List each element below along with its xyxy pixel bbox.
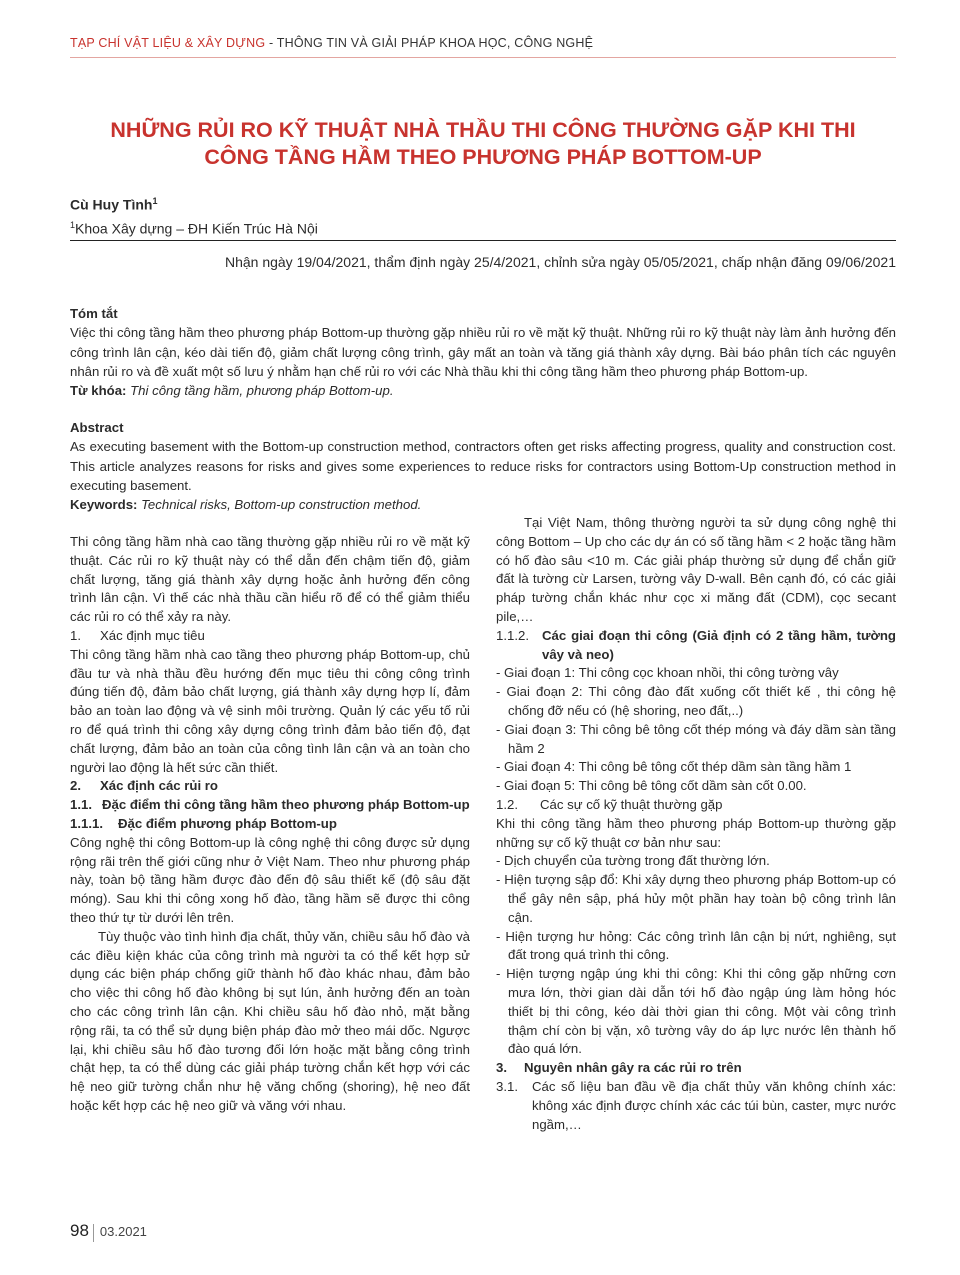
vietnam-paragraph: Tại Việt Nam, thông thường người ta sử dụng công nghệ thi công Bottom – Up cho các dự án có số tầng hầm < 2 hoặc tầng hầm có hố đào sâu <10 m. Các giải pháp thường sử dụng để chắn giữ đất là tường cừ Larsen, tường vây D-wall. Bên cạnh đó, có các giải pháp tường chắn khác như cọc xi măng đất (CDM), cọc secant pile,…: [496, 515, 896, 624]
abstract-keywords-label: Keywords:: [70, 497, 138, 513]
stage-item: - Giai đoạn 5: Thi công bê tông cốt dầm sàn cốt 0.00.: [496, 778, 807, 794]
affiliation-sup: 1: [70, 220, 76, 230]
journal-name: TẠP CHÍ VẬT LIỆU & XÂY DỰNG: [70, 36, 266, 50]
summary-keywords: [70, 381, 896, 400]
section-2-number: 2.: [70, 778, 81, 794]
section-2-title: Xác định các rủi ro: [100, 778, 218, 794]
incident-item: - Hiện tượng sập đổ: Khi xây dựng theo phương pháp Bottom-up có thể gây nên sập, phá hủy một phần hay toàn bộ công trình lân cận.: [496, 872, 896, 925]
section-3-1: [496, 1078, 896, 1134]
author-name: Cù Huy Tình: [70, 196, 153, 213]
summary-block: [70, 304, 896, 400]
abstract-keywords-text: Technical risks, Bottom-up construction method.: [137, 497, 422, 513]
issue-date: 03.2021: [99, 1224, 147, 1239]
title-line-1: NHỮNG RỦI RO KỸ THUẬT NHÀ THẦU THI CÔNG THƯỜNG GẶP KHI THI: [110, 118, 856, 142]
journal-subtitle: - THÔNG TIN VÀ GIẢI PHÁP KHOA HỌC, CÔNG NGHỆ: [265, 36, 594, 50]
title-line-2: CÔNG TẦNG HẦM THEO PHƯƠNG PHÁP BOTTOM-UP: [204, 145, 762, 169]
stage-item: - Giai đoạn 3: Thi công bê tông cốt thép móng và đáy dầm sàn tầng hầm 2: [496, 721, 896, 756]
incident-item: - Hiện tượng hư hỏng: Các công trình lân cận bị nứt, nghiêng, sụt đất trong quá trình thi công.: [496, 928, 896, 963]
section-3-number: 3.: [496, 1060, 507, 1076]
section-1-1-number: 1.1.: [70, 797, 92, 813]
summary-keywords-label: Từ khóa:: [70, 383, 127, 399]
footer-divider: [93, 1224, 94, 1242]
page-footer: [70, 1221, 147, 1242]
section-1-1-2-number: 1.1.2.: [496, 627, 529, 643]
section-1-1-1-heading: [70, 815, 470, 834]
section-1-2-number: 1.2.: [496, 796, 518, 812]
incident-item: - Hiện tượng ngập úng khi thi công: Khi thi công gặp những cơn mưa lớn, thời gian dài dẫn tới hố đào ngập úng làm hỏng hóc thiết bị thi công, kéo dài thời gian thi công. Một vài công trình thậm chí còn bị vặn, xô tường vây do áp lực nước lên thành hố đào quá lớn.: [496, 966, 896, 1057]
stage-item: - Giai đoạn 1: Thi công cọc khoan nhồi, thi công tường vây: [496, 665, 839, 681]
received-dates: Nhận ngày 19/04/2021, thẩm định ngày 25/4/2021, chỉnh sửa ngày 05/05/2021, chấp nhận đăng 09/06/2021: [224, 254, 896, 270]
section-3-heading: [496, 1059, 896, 1078]
summary-text: Việc thi công tầng hầm theo phương pháp Bottom-up thường gặp nhiều rủi ro về mặt kỹ thuật. Những rủi ro kỹ thuật này làm ảnh hưởng đến công trình lân cận, kéo dài tiến độ, giảm chất lượng công trình, gây mất an toàn và tăng giá thành xây dựng. Bài báo phân tích các nguyên nhân rủi ro và đề xuất một số lưu ý nhằm hạn chế rủi ro với các Nhà thầu khi thi công tầng hầm theo phương pháp Bottom-up.: [70, 325, 896, 379]
abstract-block: [70, 418, 896, 514]
section-1-1-heading: [70, 796, 470, 815]
abstract-text: As executing basement with the Bottom-up construction method, contractors often get risks affecting progress, quality and construction cost. This article analyzes reasons for risks and gives some experiences to reduce risks for contractors using Bottom-Up construction method in executing basement.: [70, 439, 896, 493]
section-1-2-title: Các sự cố kỹ thuật thường gặp: [540, 796, 723, 812]
author-sup: 1: [152, 196, 158, 206]
abstract-keywords: [70, 495, 896, 514]
section-1-1-2-title: Các giai đoạn thi công (Giả định có 2 tầng hầm, tường vây và neo): [542, 627, 896, 662]
author: [70, 196, 157, 213]
section-3-title: Nguyên nhân gây ra các rủi ro trên: [524, 1060, 742, 1076]
section-1-1-1-title: Đặc điểm phương pháp Bottom-up: [118, 815, 337, 831]
incident-item: - Dịch chuyển của tường trong đất thường lớn.: [496, 853, 770, 869]
stage-item: - Giai đoạn 4: Thi công bê tông cốt thép dầm sàn tầng hầm 1: [496, 759, 852, 775]
section-3-1-number: 3.1.: [496, 1078, 518, 1094]
section-1-text: Thi công tầng hầm nhà cao tầng theo phương pháp Bottom-up, chủ đầu tư và nhà thầu đều hướng đến mục tiêu thi công công trình đúng tiến độ, đảm bảo chất lượng, giá thành xây dựng hợp lí, đảm bảo an toàn lao động và vệ sinh môi trường. Quản lý các yếu tố rủi ro để quá trình thi công xây dựng công trình đảm bảo tiến độ, đạt chất lượng, đảm bảo an toàn của công tình lân cận và an toàn cho người lao động là hết sức cần thiết.: [70, 646, 470, 775]
section-3-1-text: Các số liệu ban đầu về địa chất thủy văn không chính xác: không xác định được chính xác các túi bùn, caster, mực nước ngầm,…: [532, 1078, 896, 1132]
page-number: 98: [70, 1221, 89, 1240]
affiliation-text: Khoa Xây dựng – ĐH Kiến Trúc Hà Nội: [75, 220, 318, 237]
article-title: [70, 117, 896, 171]
incidents-intro: Khi thi công tầng hầm theo phương pháp Bottom-up thường gặp những sự cố kỹ thuật cơ bản như sau:: [496, 815, 896, 850]
section-1-1-title: Đặc điểm thi công tầng hầm theo phương pháp Bottom-up: [102, 797, 470, 813]
stage-item: - Giai đoạn 2: Thi công đào đất xuống cốt thiết kế , thi công hệ chống đỡ nếu có (hệ shoring, neo đất,..): [496, 684, 896, 718]
summary-keywords-text: Thi công tầng hầm, phương pháp Bottom-up.: [126, 383, 394, 399]
section-1-number: 1.: [70, 627, 81, 643]
section-1-1-1-number: 1.1.1.: [70, 815, 103, 831]
affiliation-divider: [70, 240, 896, 241]
section-2-heading: [70, 777, 470, 796]
bottom-up-paragraph-2: Tùy thuộc vào tình hình địa chất, thủy văn, chiều sâu hố đào và các điều kiện khác của công trình mà người ta có thể kết hợp sử dụng các biện pháp chống giữ thành hố đào khác nhau, đảm bảo cho việc thi công hố đào không bị sụt lún, ảnh hưởng đến an toàn cho các công trình lân cận. Khi chiều sâu hố đào nhỏ, mặt bằng rộng rãi, ta có thể sử dụng biện pháp đào mở theo mái dốc. Ngược lại, khi chiều sâu hố đào tương đối lớn hoặc mặt bằng công trình chật hẹp, ta có thể dùng các giải pháp tường chắn kết hợp với các hệ neo giữ tường chắn như hệ văng chống (shoring), hệ neo đất hoặc kết hợp các hệ neo giữ và văng với nhau.: [70, 928, 470, 1113]
section-1-heading: [70, 627, 470, 646]
section-1-1-2-heading: [496, 627, 896, 665]
section-1-2-heading: [496, 796, 896, 815]
intro-paragraph: Thi công tầng hầm nhà cao tầng thường gặp nhiều rủi ro về mặt kỹ thuật. Các rủi ro kỹ thuật này có thể dẫn đến chậm tiến độ, giảm chất lượng, tăng giá thành xây dựng hoặc ảnh hưởng đến công trình lân cận. Vì thế các nhà thầu cần hiểu rõ để có thể giảm thiểu các rủi ro có thể xảy ra này.: [70, 534, 470, 625]
summary-heading: Tóm tắt: [70, 306, 118, 321]
header-divider: [70, 57, 896, 58]
journal-header: [70, 36, 593, 50]
section-1-title: Xác định mục tiêu: [100, 627, 205, 643]
bottom-up-paragraph-1: Công nghệ thi công Bottom-up là công nghệ thi công được sử dụng rộng rãi trên thế giới cũng như ở Việt Nam. Theo như phương pháp này, toàn bộ tầng hầm được đào đến độ sâu thiết kế (độ sâu đặt móng). Sau khi thi công xong hố đào, tầng hầm sẽ được thi công theo thứ tự từ dưới lên trên.: [70, 834, 470, 925]
affiliation: [70, 220, 318, 237]
left-column: [70, 533, 470, 1116]
abstract-heading: Abstract: [70, 420, 124, 435]
right-column: [496, 514, 896, 1134]
